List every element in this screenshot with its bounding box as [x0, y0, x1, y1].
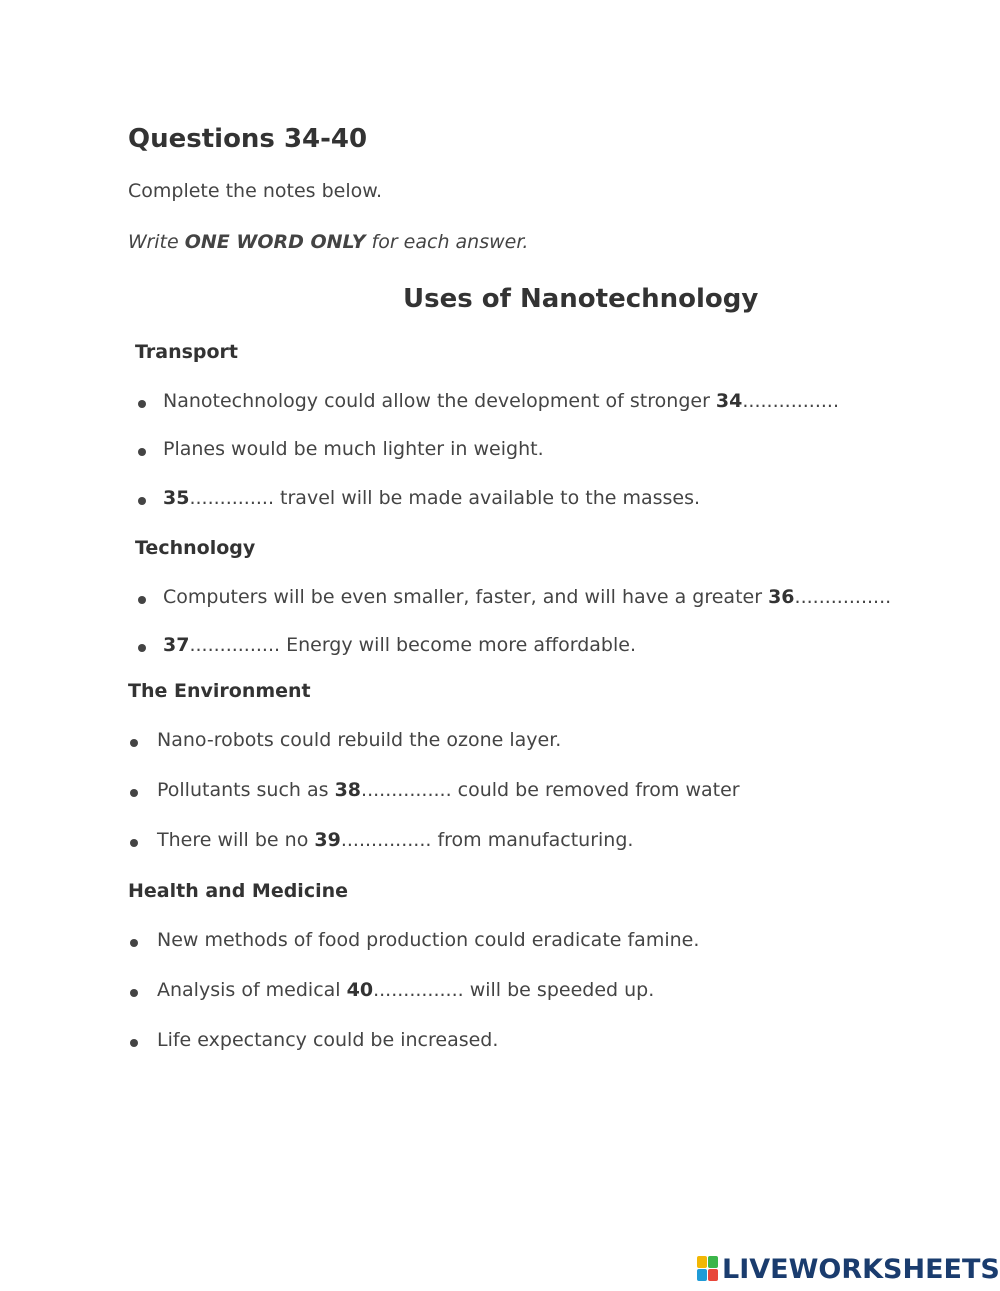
question-number-39: 39: [314, 829, 341, 851]
bullet-icon: [138, 448, 146, 456]
note-item: [157, 729, 561, 751]
section-heading-technology: Technology: [135, 537, 256, 559]
question-number-35: 35: [163, 487, 190, 509]
instruction-text: Complete the notes below.: [128, 180, 383, 202]
instruction-word-limit-post: for each answer.: [365, 231, 529, 253]
bullet-icon: [138, 400, 146, 408]
liveworksheets-logo-text: LIVEWORKSHEETS: [722, 1253, 1000, 1285]
liveworksheets-logo[interactable]: [697, 1254, 1000, 1284]
questions-title: Questions 34-40: [128, 124, 368, 154]
note-item: [163, 634, 636, 656]
bullet-icon: [138, 596, 146, 604]
question-number-40: 40: [346, 979, 374, 1001]
bullet-icon: [130, 789, 138, 797]
answer-blank-36[interactable]: ................: [794, 586, 892, 608]
liveworksheets-logo-mark-icon: [697, 1256, 719, 1282]
instruction-word-limit-bold: ONE WORD ONLY: [184, 231, 366, 253]
note-item: [163, 438, 544, 460]
question-number-37: 37: [163, 634, 190, 656]
bullet-icon: [138, 497, 146, 505]
question-number-38: 38: [334, 779, 362, 801]
note-item: [157, 829, 633, 851]
question-number-34: 34: [715, 390, 743, 412]
note-text: Analysis of medical: [157, 979, 347, 1001]
note-text: Life expectancy could be increased.: [157, 1029, 499, 1051]
question-number-36: 36: [768, 586, 795, 608]
logo-mark-square: [708, 1256, 718, 1268]
note-item: [157, 979, 654, 1001]
bullet-icon: [130, 839, 138, 847]
bullet-icon: [130, 739, 138, 747]
answer-blank-38[interactable]: ............... could be removed from water: [361, 779, 740, 801]
answer-blank-34[interactable]: ................: [742, 390, 840, 412]
note-item: [163, 390, 839, 412]
note-item: [163, 487, 700, 509]
logo-mark-square: [708, 1269, 718, 1281]
answer-blank-40[interactable]: ............... will be speeded up.: [373, 979, 655, 1001]
bullet-icon: [130, 939, 138, 947]
section-heading-transport: Transport: [135, 341, 239, 363]
note-item: [157, 929, 699, 951]
note-text: Pollutants such as: [157, 779, 335, 801]
answer-blank-39[interactable]: ............... from manufacturing.: [340, 829, 634, 851]
note-text: Planes would be much lighter in weight.: [163, 438, 544, 460]
logo-mark-square: [697, 1256, 707, 1268]
instruction-word-limit-pre: Write: [128, 231, 185, 253]
note-item: [163, 586, 891, 608]
bullet-icon: [138, 644, 146, 652]
instruction-word-limit: [128, 231, 528, 253]
answer-blank-37[interactable]: ............... Energy will become more affordable.: [189, 634, 636, 656]
bullet-icon: [130, 1039, 138, 1047]
note-text: Nano-robots could rebuild the ozone layer.: [157, 729, 562, 751]
note-item: [157, 1029, 498, 1051]
answer-blank-35[interactable]: .............. travel will be made available to the masses.: [189, 487, 701, 509]
notes-title: Uses of Nanotechnology: [403, 284, 759, 314]
section-heading-health: Health and Medicine: [128, 880, 349, 902]
logo-mark-square: [697, 1269, 707, 1281]
note-text: New methods of food production could eradicate famine.: [157, 929, 700, 951]
section-heading-environment: The Environment: [128, 680, 311, 702]
note-text: There will be no: [157, 829, 315, 851]
note-text: Computers will be even smaller, faster, and will have a greater: [163, 586, 769, 608]
note-text: Nanotechnology could allow the development of stronger: [163, 390, 716, 412]
note-item: [157, 779, 740, 801]
bullet-icon: [130, 989, 138, 997]
